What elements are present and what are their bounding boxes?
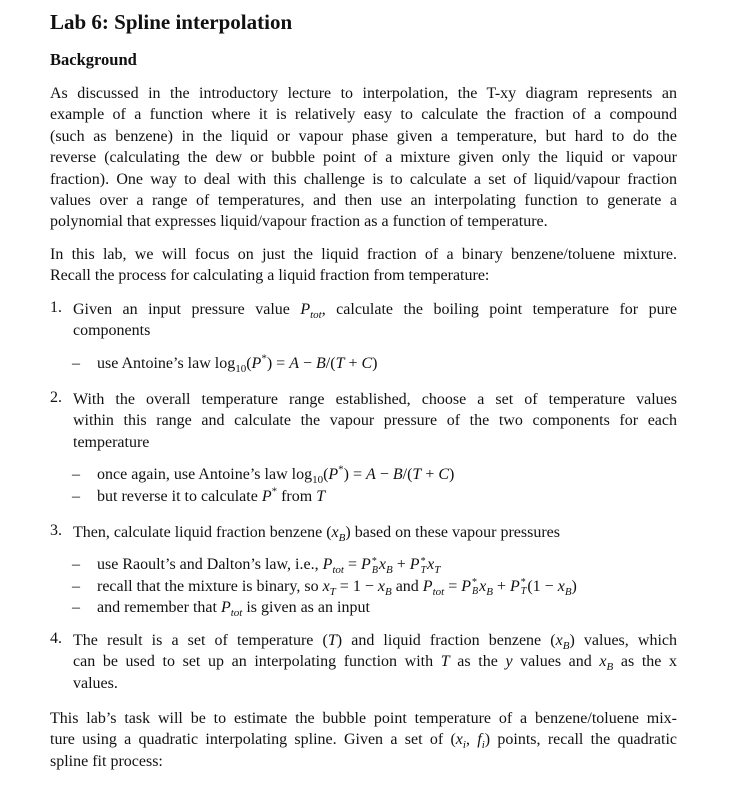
- math-symbol: x: [378, 556, 387, 574]
- text-run: As discussed in the introductory lecture to interpolation, the T-xy diagram represents an: [50, 85, 677, 102]
- intro-paragraph: [50, 244, 677, 287]
- math-symbol: x: [331, 524, 339, 541]
- text-line: [73, 410, 677, 431]
- text-line: [50, 190, 677, 211]
- step-number: 4.: [50, 630, 62, 647]
- math-symbol: T: [316, 487, 326, 505]
- bullet-dash: –: [72, 577, 80, 595]
- text-run: within this range and calculate the vapour pressure of the two components for each: [73, 412, 677, 430]
- text-line: [50, 751, 677, 772]
- text-run: =: [344, 556, 362, 574]
- text-run: components: [73, 322, 151, 340]
- math-subscript: B: [371, 564, 378, 576]
- math-subscript: [310, 309, 322, 321]
- text-run: (1 −: [527, 577, 558, 595]
- math-symbol: x: [377, 577, 385, 595]
- math-subscript-text: B: [386, 564, 393, 577]
- step-2: [50, 389, 677, 507]
- text-line: [73, 673, 677, 694]
- math-superscript: *: [338, 463, 344, 476]
- text-line: [50, 708, 677, 729]
- math-subscript-text: i: [462, 739, 466, 752]
- bullet-dash: –: [72, 556, 80, 574]
- text-run: ture using a quadratic interpolating spline. Given a set of (: [50, 731, 456, 749]
- math-subscript: T: [520, 586, 527, 598]
- text-run: +: [392, 556, 410, 574]
- math-symbol: P: [261, 487, 272, 505]
- step-4: [50, 630, 677, 694]
- math-symbol: T: [440, 653, 450, 671]
- math-subscript-text: tot: [432, 585, 445, 598]
- text-run: values.: [73, 674, 118, 692]
- math-symbol: P: [251, 354, 262, 372]
- text-run: can be used to set up an interpolating function with: [73, 653, 441, 671]
- math-subscript: T: [420, 564, 427, 576]
- math-subscript: [231, 607, 243, 619]
- text-run: −: [298, 354, 316, 372]
- math-symbol: x: [599, 653, 607, 671]
- step-number: 2.: [50, 389, 62, 406]
- text-run: Then, calculate liquid fraction benzene (: [73, 524, 332, 541]
- step-text: [73, 522, 677, 543]
- math-subscript-text: B: [564, 585, 572, 598]
- step-text: [73, 299, 677, 342]
- math-subscript: 10: [235, 362, 247, 375]
- math-symbol: x: [479, 577, 487, 595]
- math-subscript: [385, 586, 392, 598]
- text-line: [73, 320, 677, 341]
- math-symbol: P: [220, 599, 231, 617]
- math-subscript-text: B: [562, 640, 570, 653]
- math-subscript-text: T: [434, 564, 441, 577]
- bullet-list: [72, 463, 677, 507]
- step-number: 1.: [50, 299, 62, 316]
- math-symbol: A: [366, 466, 376, 484]
- math-symbol: x: [427, 556, 435, 574]
- text-run: and remember that: [97, 599, 221, 617]
- math-superscript: *: [261, 352, 267, 365]
- text-line: [50, 169, 677, 190]
- math-symbol: A: [289, 354, 299, 372]
- text-run: ) points, recall the quadratic: [484, 731, 678, 749]
- text-run: In this lab, we will focus on just the liquid fraction of a binary benzene/toluene mixture.: [50, 246, 677, 263]
- text-line: [50, 244, 677, 265]
- text-run: recall that the mixture is binary, so: [97, 577, 323, 595]
- math-supsub: [372, 557, 378, 575]
- text-line: [50, 104, 677, 125]
- step-1: [50, 299, 677, 374]
- math-symbol: B: [392, 466, 403, 484]
- text-line: [73, 651, 677, 672]
- text-line: [50, 83, 677, 104]
- math-symbol: T: [412, 466, 422, 484]
- text-run: use Antoine’s law log: [97, 354, 236, 372]
- math-subscript-text: B: [384, 585, 392, 598]
- text-run: (: [323, 466, 329, 484]
- bullet-item: [72, 554, 677, 577]
- text-line: [73, 389, 677, 410]
- text-line: [50, 729, 677, 750]
- math-symbol: C: [438, 466, 450, 484]
- math-symbol: P: [322, 556, 333, 574]
- math-subscript: [332, 565, 344, 577]
- step-number: 3.: [50, 522, 62, 539]
- math-symbol: y: [505, 653, 513, 671]
- math-supsub: [472, 578, 478, 596]
- bullet-item: [72, 485, 677, 507]
- math-subscript: [386, 565, 393, 577]
- background-paragraph: [50, 83, 677, 233]
- text-run: fraction). One way to deal with this challenge is to calculate a set of liquid/vapour fraction: [50, 170, 677, 188]
- section-heading: Background: [50, 50, 137, 69]
- math-subscript-text: tot: [230, 607, 243, 620]
- bullet-dash: –: [72, 599, 80, 617]
- text-run: ) =: [343, 466, 367, 484]
- text-run: example of a function where it is relatively easy to calculate the fraction of a compound: [50, 106, 677, 124]
- math-symbol: x: [455, 731, 463, 749]
- text-run: ,: [465, 731, 478, 749]
- text-run: once again, use Antoine’s law log: [97, 466, 313, 484]
- math-subscript-text: i: [481, 739, 485, 752]
- text-line: [73, 299, 677, 320]
- text-run: temperature: [73, 433, 150, 451]
- math-superscript: *: [420, 555, 426, 567]
- step-text: [73, 630, 677, 694]
- math-symbol: P: [510, 577, 520, 595]
- text-run: values and: [512, 653, 600, 671]
- text-run: spline fit process:: [50, 752, 163, 770]
- math-subscript-text: T: [329, 585, 336, 598]
- text-line: [50, 211, 677, 232]
- math-subscript: 10: [312, 474, 324, 487]
- math-superscript: *: [271, 485, 278, 498]
- text-run: (: [246, 354, 252, 372]
- math-symbol: T: [327, 632, 337, 649]
- text-run: from: [277, 487, 317, 505]
- text-run: Given an input pressure value: [73, 301, 301, 318]
- math-subscript-text: B: [338, 532, 346, 545]
- page-title: Lab 6: Spline interpolation: [50, 10, 293, 34]
- math-subscript: [565, 586, 572, 598]
- bullet-dash: –: [72, 466, 80, 484]
- text-line: [50, 265, 677, 286]
- text-run: use Raoult’s and Dalton’s law, i.e.,: [97, 556, 323, 574]
- text-run: With the overall temperature range established, choose a set of temperature values: [73, 391, 677, 408]
- math-symbol: P: [422, 577, 433, 595]
- math-symbol: f: [477, 731, 482, 749]
- text-run: ) and liquid fraction benzene (: [336, 632, 556, 649]
- bullet-dash: –: [72, 487, 80, 505]
- math-subscript-text: B: [486, 585, 493, 598]
- math-symbol: T: [335, 354, 345, 372]
- bullet-item: [72, 352, 677, 375]
- text-line: [50, 147, 677, 168]
- text-line: [73, 630, 677, 651]
- math-superscript: *: [472, 577, 478, 589]
- math-symbol: P: [361, 556, 371, 574]
- math-superscript: *: [520, 577, 526, 589]
- math-superscript: *: [371, 555, 377, 567]
- text-run: /(: [402, 466, 413, 484]
- text-run: =: [444, 577, 462, 595]
- math-subscript: [486, 586, 493, 598]
- math-symbol: x: [322, 577, 330, 595]
- text-run: +: [421, 466, 439, 484]
- text-run: reverse (calculating the dew or bubble point of a mixture given only the liquid or vapour: [50, 149, 677, 167]
- math-symbol: B: [316, 354, 326, 372]
- text-run: ) =: [266, 354, 290, 372]
- math-symbol: C: [361, 354, 373, 372]
- bullet-item: [72, 597, 677, 620]
- text-run: ) based on these vapour pressures: [345, 524, 560, 541]
- text-run: The result is a set of temperature (: [73, 632, 328, 649]
- text-run: but reverse it to calculate: [97, 487, 262, 505]
- math-supsub: [421, 557, 427, 575]
- math-symbol: x: [555, 632, 563, 649]
- bullet-list: [72, 554, 677, 620]
- math-subscript: [434, 565, 440, 577]
- math-subscript-text: tot: [310, 309, 322, 322]
- text-run: +: [492, 577, 510, 595]
- text-run: +: [344, 354, 362, 372]
- math-symbol: P: [300, 301, 311, 318]
- text-line: [73, 522, 677, 543]
- math-symbol: x: [557, 577, 565, 595]
- step-text: [73, 389, 677, 453]
- text-run: This lab’s task will be to estimate the bubble point temperature of a benzene/toluene mix-: [50, 710, 677, 727]
- math-symbol: P: [328, 466, 339, 484]
- text-line: [73, 432, 677, 453]
- math-subscript: B: [472, 586, 479, 598]
- bullet-dash: –: [72, 354, 80, 372]
- text-run: values over a range of temperatures, and then use an interpolating function to generate a: [50, 191, 677, 209]
- text-run: ): [372, 354, 378, 372]
- math-symbol: P: [461, 577, 472, 595]
- text-run: Recall the process for calculating a liquid fraction from temperature:: [50, 267, 490, 285]
- text-run: /(: [325, 354, 336, 372]
- bullet-list: [72, 352, 677, 375]
- text-run: ): [449, 466, 455, 484]
- text-line: [50, 126, 677, 147]
- text-run: ) values, which: [569, 632, 677, 649]
- text-run: = 1 −: [335, 577, 378, 595]
- text-run: −: [375, 466, 393, 484]
- text-run: (such as benzene) in the liquid or vapour phase given a temperature, but hard to do the: [50, 127, 677, 145]
- bullet-item: [72, 463, 677, 487]
- text-run: and: [391, 577, 423, 595]
- math-supsub: [521, 578, 527, 596]
- text-run: ): [571, 577, 577, 595]
- text-run: , calculate the boiling point temperature for pure: [321, 301, 677, 318]
- text-run: is given as an input: [242, 599, 370, 617]
- math-symbol: P: [409, 556, 420, 574]
- step-3: [50, 522, 677, 619]
- text-run: as the x: [613, 653, 678, 671]
- task-paragraph: [50, 708, 677, 772]
- text-run: polynomial that expresses liquid/vapour fraction as a function of temperature.: [50, 213, 548, 231]
- math-subscript-text: B: [606, 661, 614, 674]
- text-run: as the: [449, 653, 506, 671]
- math-subscript: [433, 586, 445, 598]
- math-subscript-text: tot: [332, 564, 344, 577]
- bullet-item: [72, 576, 677, 598]
